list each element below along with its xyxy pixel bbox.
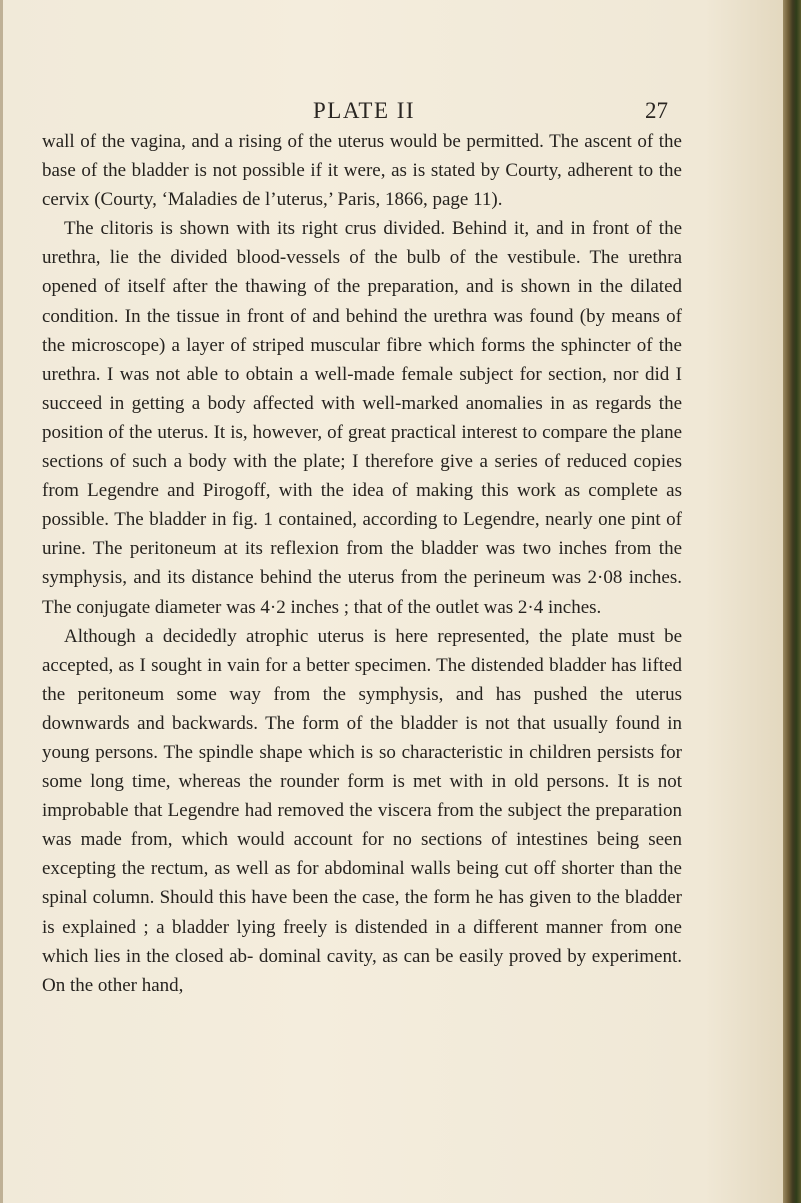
page-header [0,98,783,128]
paragraph-2: The clitoris is shown with its right crus divided. Behind it, and in front of the urethra, lie the divided blood-vessels of the bulb of the vestibule. The urethra opened of itself after the thawing of the preparation, and is shown in the dilated condition. In the tissue in front of and behind the urethra was found (by means of the microscope) a layer of striped muscular fibre which forms the sphincter of the urethra. I was not able to obtain a well-made female subject for section, nor did I succeed in getting a body affected with well-marked anomalies in as regards the position of the uterus. It is, however, of great practical interest to compare the plane sections of such a body with the plate; I therefore give a series of reduced copies from Legendre and Pirogoff, with the idea of making this work as complete as possible. The bladder in fig. 1 contained, according to Legendre, nearly one pint of urine. The peritoneum at its reflexion from the bladder was two inches from the symphysis, and its distance behind the uterus from the perineum was 2·08 inches. The conjugate diameter was 4·2 inches ; that of the outlet was 2·4 inches. [42,218,682,618]
paragraph-1: wall of the vagina, and a rising of the uterus would be permitted. The ascent of the base of the bladder is not possible if it were, as is stated by Courty, adherent to the cervix (Courty, ‘Maladies de l’uterus,’ Paris, 1866, page 11). [42,131,682,211]
page-number: 27 [645,98,668,123]
paragraph-3: Although a decidedly atrophic uterus is here represented, the plate must be accepted, as I sought in vain for a better specimen. The distended bladder has lifted the peritoneum some way from the symphysis, and has pushed the uterus downwards and backwards. The form of the bladder is not that usually found in young persons. The spindle shape which is so characteristic in children persists for some long time, whereas the rounder form is met with in old persons. It is not improbable that Legendre had removed the viscera from the subject the preparation was made from, which would account for no sections of intestines being seen excepting the rectum, as well as for abdominal walls being cut off shorter than the spinal column. Should this have been the case, the form he has given to the bladder is explained ; a bladder lying freely is distended in a different manner from one which lies in the closed ab- dominal cavity, as can be easily proved by experiment. On the other hand, [42,625,682,996]
book-spine [783,0,801,1203]
page-left-edge [0,0,3,1203]
plate-title: PLATE II [313,98,416,123]
body-text [42,127,682,1000]
